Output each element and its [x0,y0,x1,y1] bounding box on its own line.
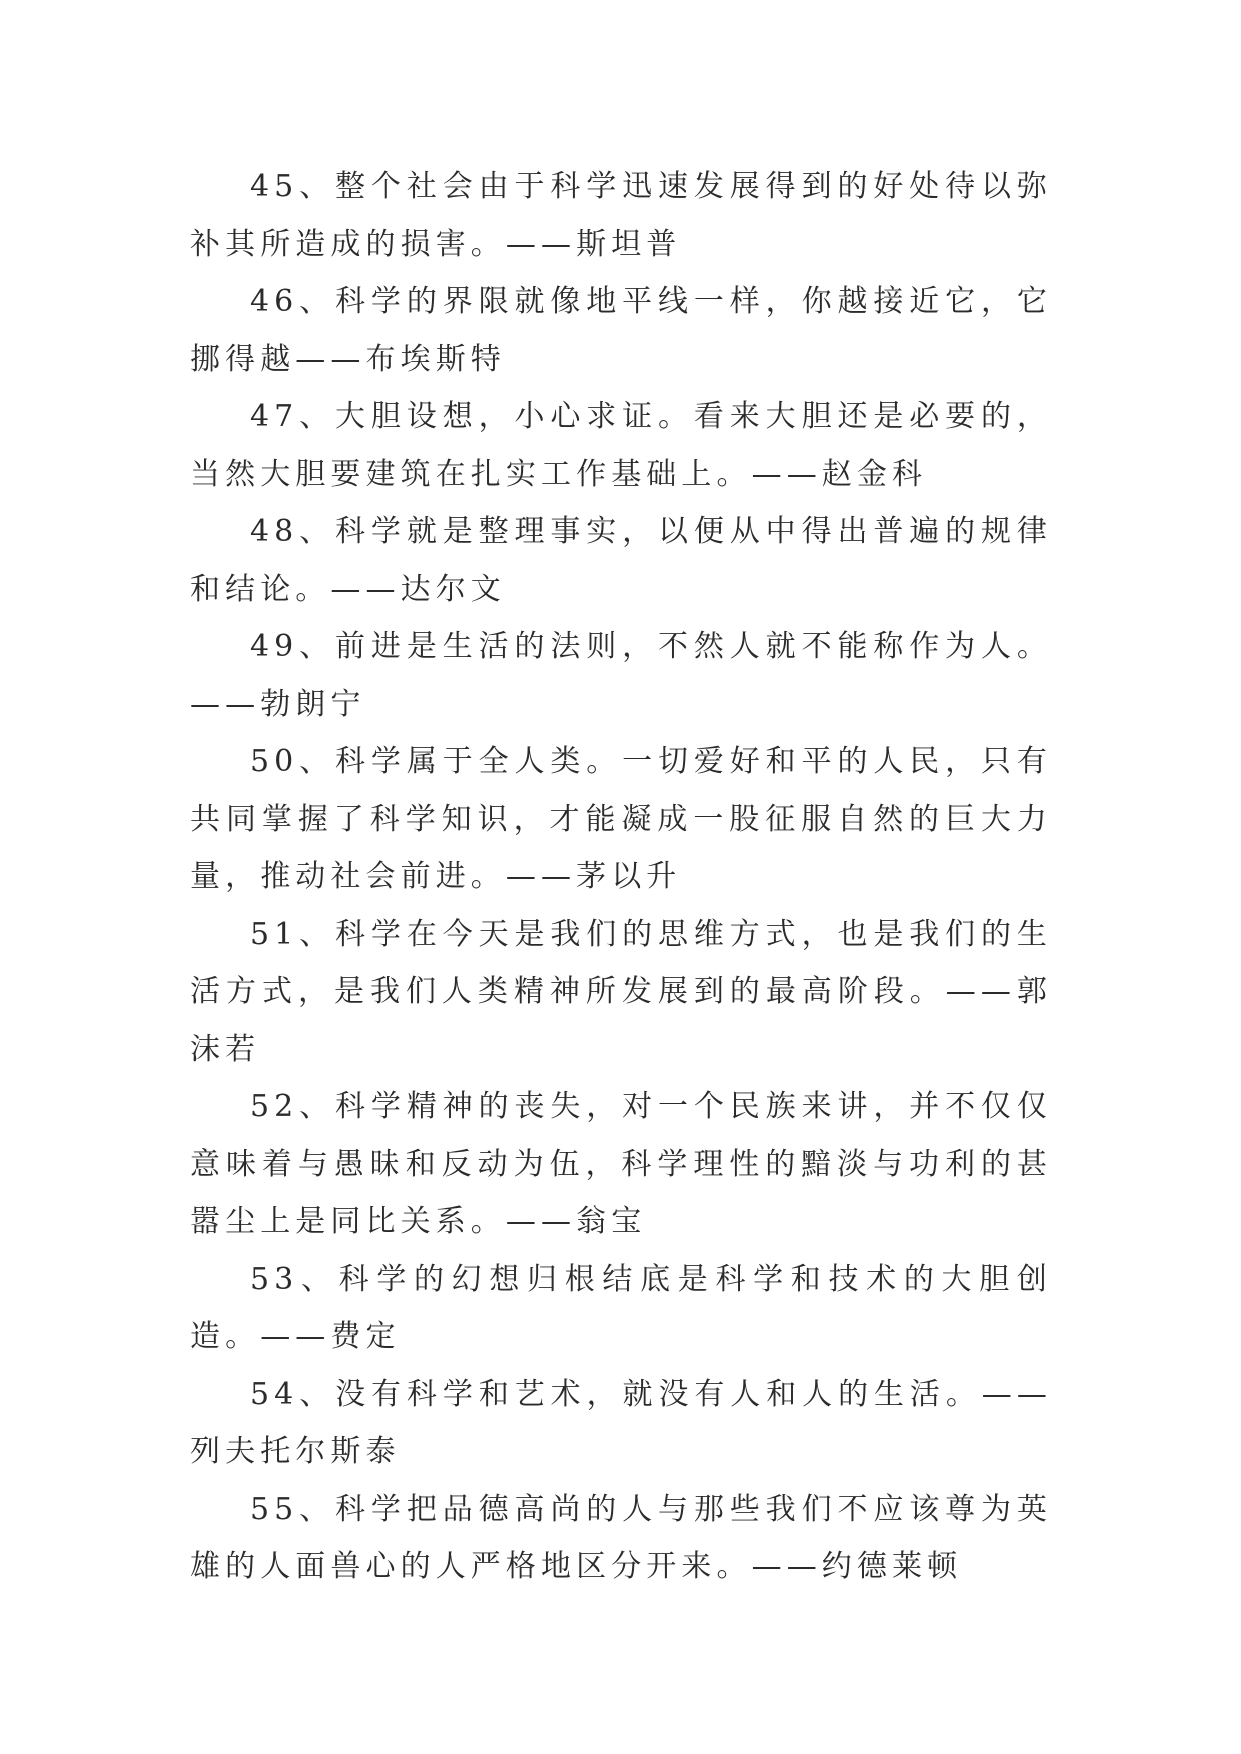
quote-paragraph: 45、整个社会由于科学迅速发展得到的好处待以弥补其所造成的损害。——斯坦普 [190,169,1052,262]
quote-paragraph: 54、没有科学和艺术，就没有人和人的生活。——列夫托尔斯泰 [190,1376,1052,1469]
quote-paragraph: 55、科学把品德高尚的人与那些我们不应该尊为英雄的人面兽心的人严格地区分开来。——约德莱顿 [190,1491,1052,1584]
quote-paragraph: 48、科学就是整理事实，以便从中得出普遍的规律和结论。——达尔文 [190,514,1052,607]
quote-paragraph: 49、前进是生活的法则，不然人就不能称作为人。——勃朗宁 [190,629,1052,722]
quote-paragraph: 46、科学的界限就像地平线一样，你越接近它，它挪得越——布埃斯特 [190,284,1052,377]
quote-paragraph: 51、科学在今天是我们的思维方式，也是我们的生活方式，是我们人类精神所发展到的最高阶段。——郭沫若 [190,916,1052,1067]
quote-list [190,158,1052,1596]
quote-paragraph: 47、大胆设想，小心求证。看来大胆还是必要的，当然大胆要建筑在扎实工作基础上。——赵金科 [190,399,1052,492]
quote-paragraph: 52、科学精神的丧失，对一个民族来讲，并不仅仅意味着与愚昧和反动为伍，科学理性的黯淡与功利的甚嚣尘上是同比关系。——翁宝 [190,1089,1052,1239]
quote-paragraph: 53、科学的幻想归根结底是科学和技术的大胆创造。——费定 [190,1261,1052,1354]
quote-paragraph: 50、科学属于全人类。一切爱好和平的人民，只有共同掌握了科学知识，才能凝成一股征服自然的巨大力量，推动社会前进。——茅以升 [190,744,1052,894]
